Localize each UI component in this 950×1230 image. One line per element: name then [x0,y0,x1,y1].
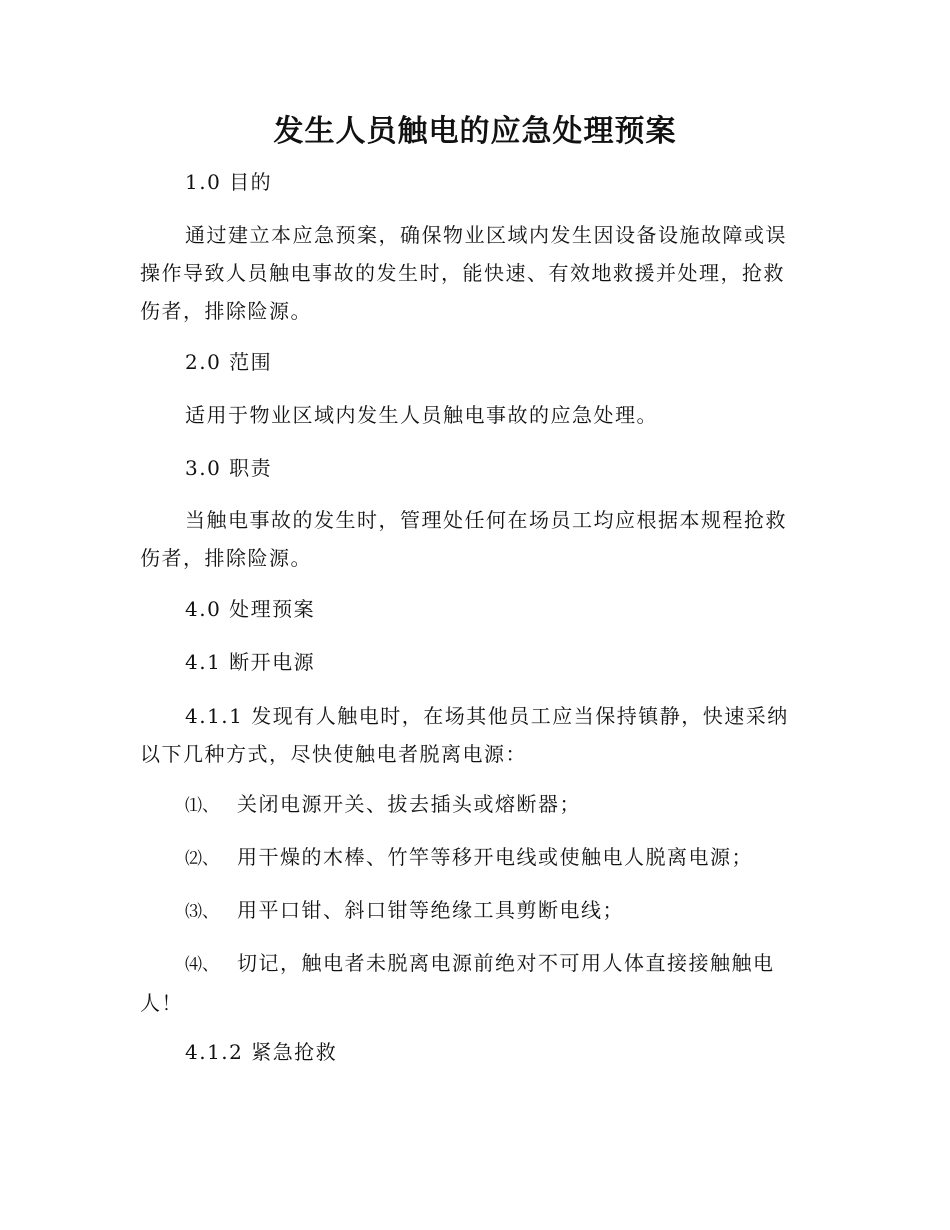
list-item [185,785,795,825]
section-body-purpose: 通过建立本应急预案，确保物业区域内发生因设备设施故障或误操作导致人员触电事故的发生时，能快速、有效地救援并处理，抢救伤者，排除险源。 [140,223,787,323]
list-item-number: ⑵、 [185,849,219,869]
section-heading-scope: 2.0 范围 [185,350,273,374]
section-heading-responsibility: 3.0 职责 [185,456,273,480]
list-item [185,891,795,931]
section-body-scope: 适用于物业区域内发生人员触电事故的应急处理。 [185,403,658,427]
document-title: 发生人员触电的应急处理预案 [273,114,677,149]
list-item-text: 切记，触电者未脱离电源前绝对不可用人体直接接触触电人！ [140,951,775,1015]
list-item-text: 用平口钳、斜口钳等绝缘工具剪断电线； [237,898,624,922]
list-item-number: ⑶、 [185,902,219,922]
section-body-responsibility: 当触电事故的发生时，管理处任何在场员工均应根据本规程抢救伤者，排除险源。 [140,508,787,570]
list-item-text: 关闭电源开关、拔去插头或熔断器； [237,792,581,816]
section-heading-purpose: 1.0 目的 [185,170,273,194]
section-heading-cut-power: 4.1 断开电源 [185,650,316,674]
list-item [185,838,795,878]
list-item-text: 用干燥的木棒、竹竿等移开电线或使触电人脱离电源； [237,845,753,869]
section-body-discover-shock: 4.1.1 发现有人触电时，在场其他员工应当保持镇静，快速采纳以下几种方式，尽快使触电者脱离电源： [140,704,789,766]
section-heading-emergency-rescue: 4.1.2 紧急抢救 [185,1040,338,1064]
list-item-number: ⑷、 [185,955,219,975]
list-item-number: ⑴、 [185,796,219,816]
section-heading-plan: 4.0 处理预案 [185,597,316,621]
list-item [140,944,795,1022]
